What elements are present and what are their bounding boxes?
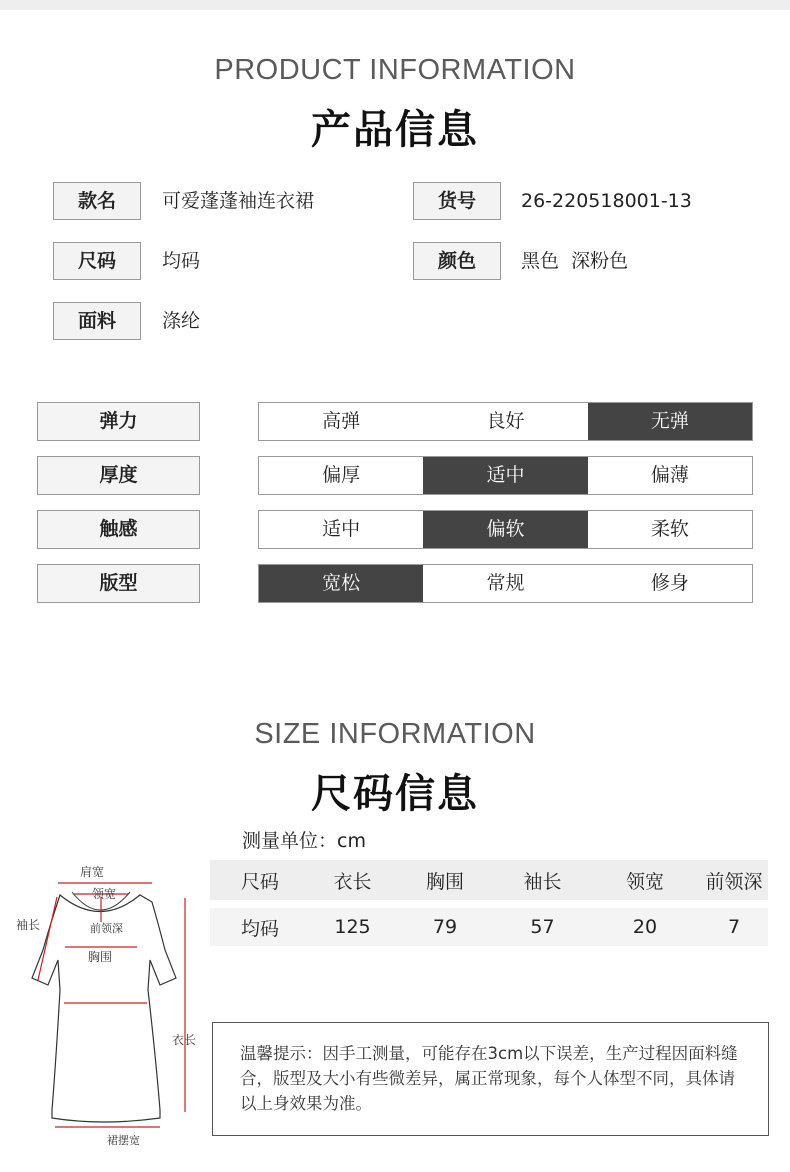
diagram-label-neck-depth: 前领深 bbox=[90, 922, 123, 935]
attribute-option-selected: 适中 bbox=[423, 457, 587, 494]
attribute-option: 高弹 bbox=[322, 410, 361, 432]
size-table-header-cell: 尺码 bbox=[240, 870, 279, 893]
attribute-option: 良好 bbox=[486, 410, 525, 432]
field-label-sku: 货号 bbox=[413, 182, 501, 220]
diagram-label-length: 衣长 bbox=[172, 1033, 197, 1047]
size-table-header-cell: 领宽 bbox=[625, 870, 664, 893]
size-table-header-cell: 胸围 bbox=[425, 870, 464, 893]
top-divider-bar bbox=[0, 0, 790, 10]
attribute-option: 常规 bbox=[486, 572, 525, 594]
field-value-size: 均码 bbox=[162, 250, 201, 272]
diagram-label-neck-width: 领宽 bbox=[92, 887, 117, 901]
attribute-option-row bbox=[258, 564, 753, 603]
attribute-option: 偏薄 bbox=[650, 464, 689, 486]
size-en-title: SIZE INFORMATION bbox=[254, 718, 536, 750]
measurement-unit: 测量单位：cm bbox=[242, 830, 366, 852]
attribute-label: 弹力 bbox=[37, 402, 200, 441]
size-table-cell: 57 bbox=[530, 916, 555, 938]
size-cn-title: 尺码信息 bbox=[311, 771, 479, 817]
measurement-tip: 温馨提示：因手工测量，可能存在3cm以下误差，生产过程因面料缝合，版型及大小有些微差异，属正常现象，每个人体型不同，具体请以上身效果为准。 bbox=[212, 1022, 769, 1136]
attribute-option: 适中 bbox=[322, 518, 361, 540]
product-en-title: PRODUCT INFORMATION bbox=[214, 54, 576, 86]
attribute-option-selected: 偏软 bbox=[423, 511, 587, 548]
field-label-color: 颜色 bbox=[413, 242, 501, 280]
attribute-label: 厚度 bbox=[37, 456, 200, 495]
attribute-option: 修身 bbox=[650, 572, 689, 594]
size-table-header-cell: 前领深 bbox=[705, 870, 763, 893]
attribute-option-row bbox=[258, 510, 753, 549]
product-cn-title: 产品信息 bbox=[311, 107, 479, 153]
size-table-cell: 125 bbox=[334, 916, 371, 938]
size-table-cell: 7 bbox=[727, 916, 741, 938]
attribute-option: 柔软 bbox=[650, 518, 689, 540]
field-label-size: 尺码 bbox=[53, 242, 141, 280]
size-table bbox=[210, 860, 768, 946]
diagram-label-shoulder: 肩宽 bbox=[80, 865, 105, 879]
attribute-label: 版型 bbox=[37, 564, 200, 603]
field-value-fabric: 涤纶 bbox=[162, 310, 201, 332]
attribute-option-row bbox=[258, 456, 753, 495]
sleeve-measure-line bbox=[38, 897, 57, 980]
attribute-label: 触感 bbox=[37, 510, 200, 549]
diagram-label-bust: 胸围 bbox=[88, 950, 113, 964]
size-table-cell: 均码 bbox=[240, 917, 279, 940]
size-table-header bbox=[210, 860, 768, 900]
attribute-option-row bbox=[258, 402, 753, 441]
attribute-option-selected: 无弹 bbox=[588, 403, 752, 440]
size-table-header-cell: 袖长 bbox=[523, 870, 562, 893]
size-table-cell: 20 bbox=[632, 916, 658, 938]
field-label-fabric: 面料 bbox=[53, 302, 141, 340]
dress-measurement-diagram bbox=[0, 850, 210, 1172]
field-value-sku: 26-220518001-13 bbox=[521, 190, 692, 212]
size-table-cell: 79 bbox=[432, 916, 458, 938]
attribute-option-selected: 宽松 bbox=[259, 565, 423, 602]
diagram-label-sleeve: 袖长 bbox=[16, 918, 41, 932]
attribute-option: 偏厚 bbox=[322, 464, 361, 486]
size-table-header-cell: 衣长 bbox=[333, 870, 372, 893]
field-label-name: 款名 bbox=[53, 182, 141, 220]
field-value-name: 可爱蓬蓬袖连衣裙 bbox=[162, 190, 315, 212]
diagram-label-hem: 裙摆宽 bbox=[107, 1134, 140, 1147]
field-value-color: 黑色 深粉色 bbox=[521, 250, 629, 272]
table-row bbox=[210, 908, 768, 946]
